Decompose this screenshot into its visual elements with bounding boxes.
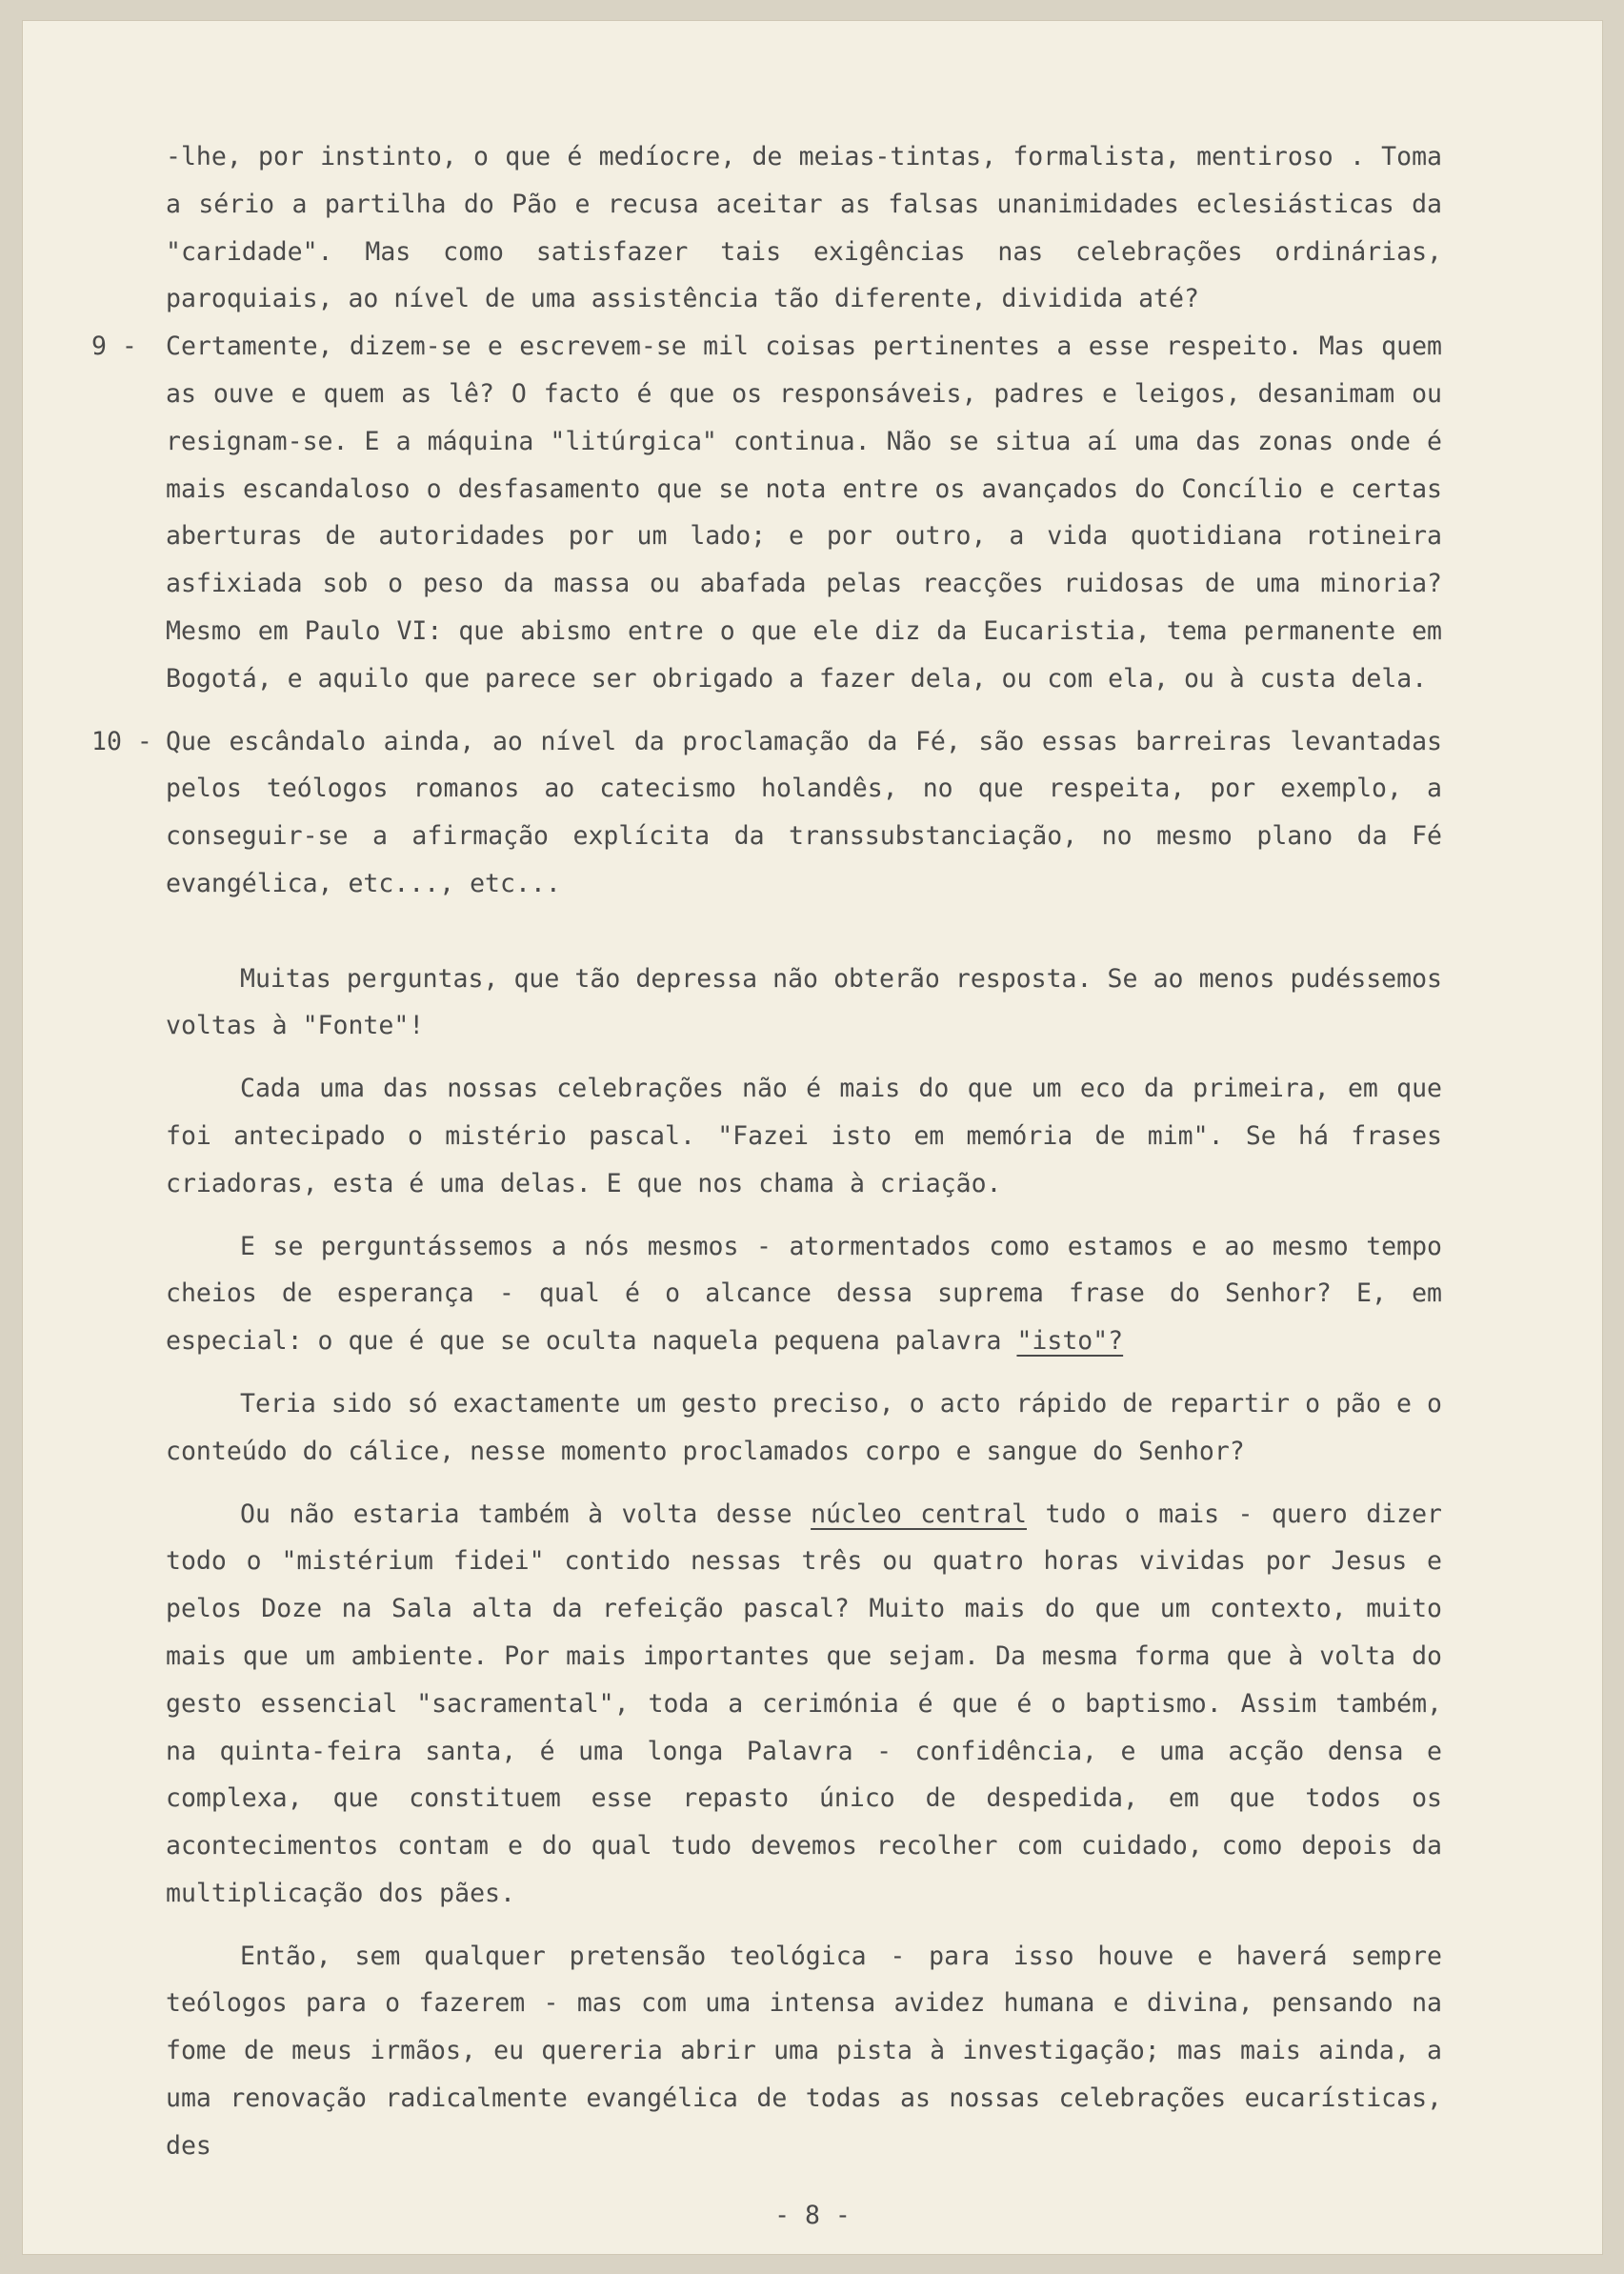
paragraph-number-10: 10 - bbox=[91, 726, 152, 756]
paragraph-questions: Muitas perguntas, que tão depressa não obterão resposta. Se ao menos pudéssemos voltas à "Fonte"! bbox=[166, 963, 1442, 1041]
paragraph-10-text: Que escândalo ainda, ao nível da proclamação da Fé, são essas barreiras levantadas pelos teólogos romanos ao catecismo holandês, no que respeita, por exemplo, a conseguir-se a afirmação explícita da transsubstanciação, no mesmo plano da Fé evangélica, etc..., etc... bbox=[166, 726, 1442, 898]
underlined-isto: "isto"? bbox=[1016, 1326, 1124, 1357]
paragraph-celebrations: Cada uma das nossas celebrações não é mais do que um eco da primeira, em que foi antecipado o mistério pascal. "Fazei isto em memória de mim". Se há frases criadoras, esta é uma delas. E que nos chama à criação. bbox=[166, 1074, 1442, 1198]
paragraph-gesture: Teria sido só exactamente um gesto preciso, o acto rápido de repartir o pão e o conteúdo do cálice, nesse momento proclamados corpo e sangue do Senhor? bbox=[166, 1388, 1442, 1466]
paragraph-continuation: -lhe, por instinto, o que é medíocre, de meias-tintas, formalista, mentiroso . Toma a sério a partilha do Pão e recusa aceitar as falsas unanimidades eclesiásticas da "caridade". Mas como satisfazer tais exigências nas celebrações ordinárias, paroquiais, ao nível de uma assistência tão diferente, dividida até? bbox=[166, 142, 1442, 314]
paragraph-central-core bbox=[166, 1491, 1442, 1918]
document-page bbox=[23, 21, 1602, 2254]
paragraph-number-9: 9 - bbox=[91, 332, 137, 362]
paragraph-ask-text: E se perguntássemos a nós mesmos - atormentados como estamos e ao mesmo tempo cheios de esperança - qual é o alcance dessa suprema frase do Senhor? E, em especial: o que é que se oculta naquela pequena palavra bbox=[166, 1231, 1442, 1357]
paragraph-ask-ourselves bbox=[166, 1223, 1442, 1365]
paragraph-9 bbox=[91, 323, 1442, 702]
paragraph-9-text: Certamente, dizem-se e escrevem-se mil coisas pertinentes a esse respeito. Mas quem as ouve e quem as lê? O facto é que os responsáveis, padres e leigos, desanimam ou resignam-se. E a máquina "litúrgica" continua. Não se situa aí uma das zonas onde é mais escandaloso o desfasamento que se nota entre os avançados do Concílio e certas aberturas de autoridades por um lado; e por outro, a vida quotidiana rotineira asfixiada sob o peso da massa ou abafada pelas reacções ruidosas de uma minoria? Mesmo em Paulo VI: que abismo entre o que ele diz da Eucaristia, tema permanente em Bogotá, e aquilo que parece ser obrigado a fazer dela, ou com ela, ou à custa dela. bbox=[166, 332, 1442, 694]
document-body bbox=[91, 133, 1442, 2170]
paragraph-10 bbox=[91, 718, 1442, 908]
paragraph-conclusion: Então, sem qualquer pretensão teológica - para isso houve e haverá sempre teólogos para o fazerem - mas com uma intensa avidez humana e divina, pensando na fome de meus irmãos, eu quereria abrir uma pista à investigação; mas mais ainda, a uma renovação radicalmente evangélica de todas as nossas celebrações eucarísticas, des bbox=[166, 1941, 1442, 2161]
underlined-nucleo-central: núcleo central bbox=[811, 1499, 1027, 1529]
paragraph-core-text-a: Ou não estaria também à volta desse bbox=[240, 1499, 812, 1529]
page-number: - 8 - bbox=[774, 2201, 851, 2230]
paragraph-core-text-b: tudo o mais - quero dizer todo o "mistérium fidei" contido nessas três ou quatro horas vividas por Jesus e pelos Doze na Sala alta da refeição pascal? Muito mais do que um contexto, muito mais que um ambiente. Por mais importantes que sejam. Da mesma forma que à volta do gesto essencial "sacramental", toda a cerimónia é que é o baptismo. Assim também, na quinta-feira santa, é uma longa Palavra - confidência, e uma acção densa e complexa, que constituem esse repasto único de despedida, em que todos os acontecimentos contam e do qual tudo devemos recolher com cuidado, como depois da multiplicação dos pães. bbox=[166, 1499, 1442, 1908]
